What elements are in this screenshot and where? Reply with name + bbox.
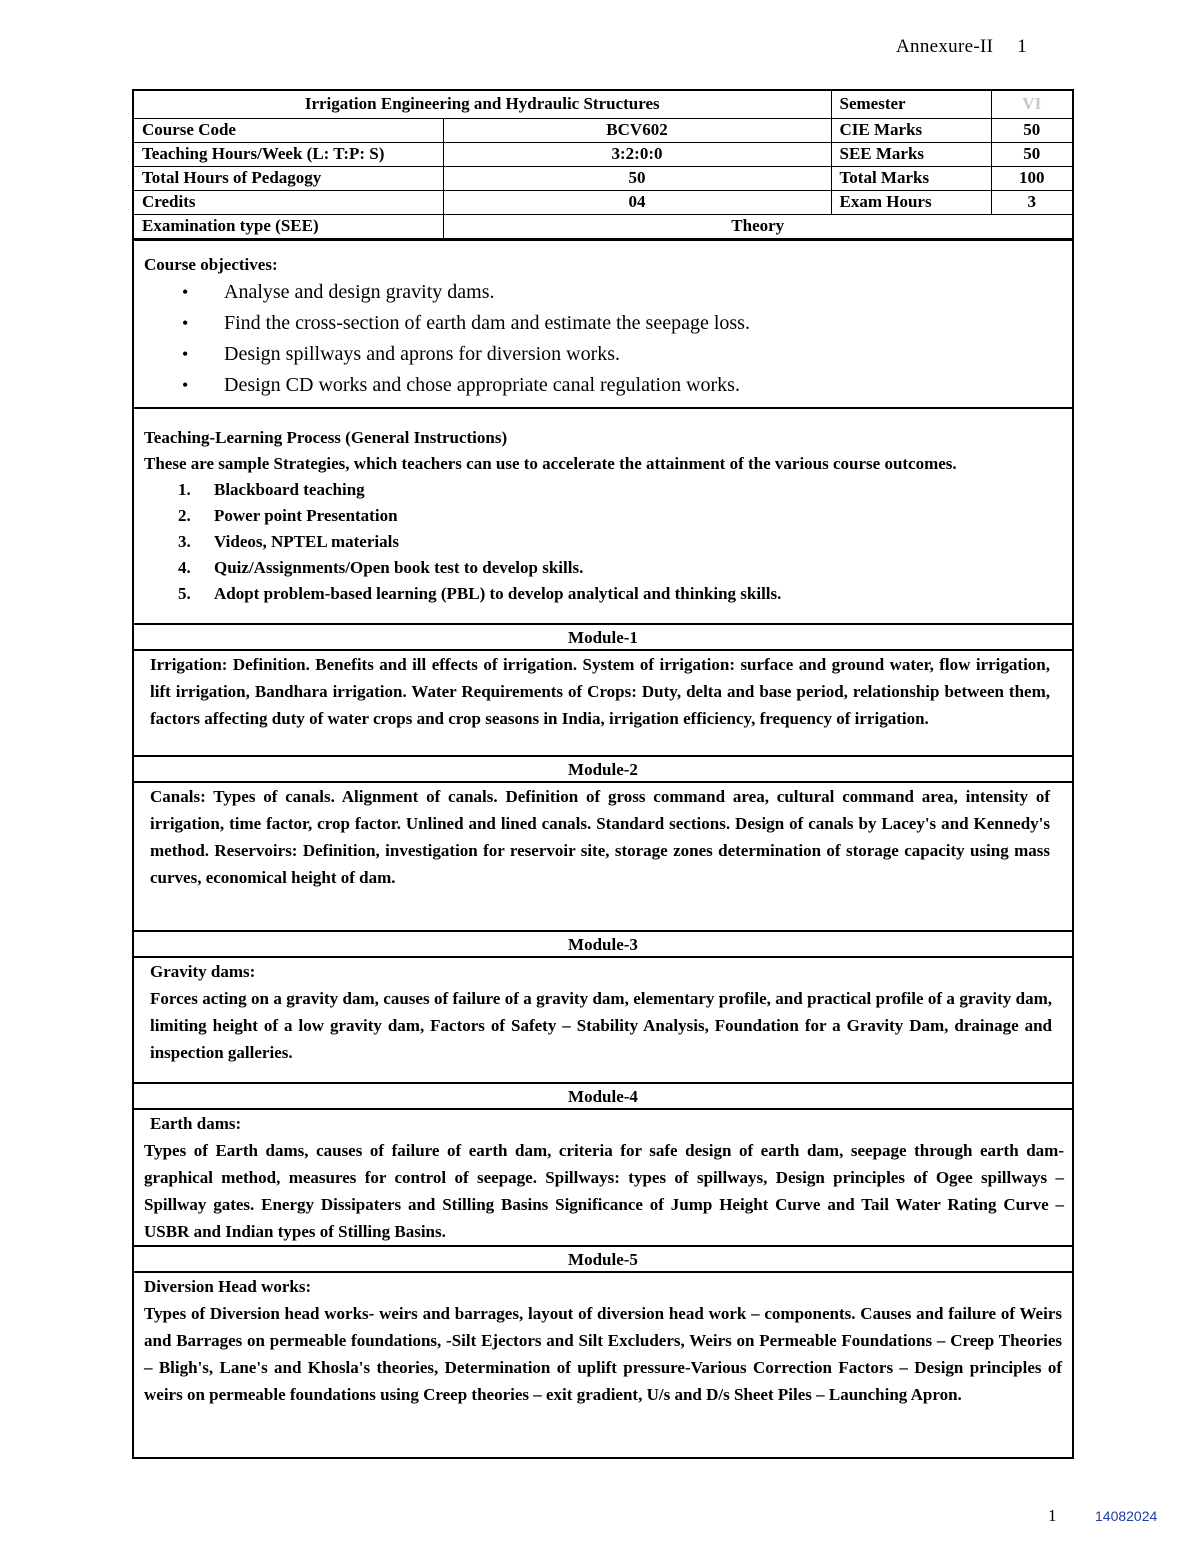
exam-type-value: Theory xyxy=(443,214,1072,238)
module-title: Module-3 xyxy=(134,932,1072,958)
table-row xyxy=(134,118,1072,142)
header-page-number: 1 xyxy=(1017,36,1028,57)
module-content: Canals: Types of canals. Alignment of canals. Definition of gross command area, cultural command area, intensity of irrigation, time factor, crop factor. Unlined and lined canals. Standard sections. Design of canals by Lacey's and Kennedy's method. Reservoirs: Definition, investigation for reservoir site, storage zones determination of storage capacity using mass curves, economical height of dam. xyxy=(150,786,1050,887)
semester-value: VI xyxy=(991,91,1072,118)
module-subheading: Earth dams: xyxy=(150,1113,242,1133)
list-text: Adopt problem-based learning (PBL) to develop analytical and thinking skills. xyxy=(214,583,782,603)
row-value: 50 xyxy=(991,142,1072,166)
list-item: • Find the cross-section of earth dam and estimate the seepage loss. xyxy=(182,308,1062,339)
objectives-list xyxy=(182,277,1062,401)
list-text: Blackboard teaching xyxy=(214,479,365,499)
date-stamp: 14082024 xyxy=(1095,1508,1158,1524)
exam-type-label: Examination type (SEE) xyxy=(134,214,443,238)
row-value: 3:2:0:0 xyxy=(443,142,831,166)
module-body xyxy=(134,1273,1072,1457)
row-label: Credits xyxy=(134,190,443,214)
row-label: Course Code xyxy=(134,118,443,142)
row-label: Exam Hours xyxy=(831,190,991,214)
list-item xyxy=(178,503,1062,529)
course-title-row xyxy=(134,91,1072,118)
row-value: 04 xyxy=(443,190,831,214)
list-text: Videos, NPTEL materials xyxy=(214,531,399,551)
tlp-list xyxy=(178,477,1062,607)
module-content: Types of Earth dams, causes of failure of earth dam, criteria for safe design of earth dam, seepage through earth dam-graphical method, measures for control of seepage. Spillways: types of spillways, Design principles of Ogee spillways – Spillway gates. Energy Dissipaters and Stilling Basins Significance of Jump Height Curve and Tail Water Rating Curve – USBR and Indian types of Stilling Basins. xyxy=(144,1140,1064,1241)
module-1 xyxy=(134,623,1072,755)
list-text: Power point Presentation xyxy=(214,505,398,525)
list-number: 1. xyxy=(178,479,191,499)
list-item: • Design CD works and chose appropriate canal regulation works. xyxy=(182,370,1062,401)
exam-type-row xyxy=(134,214,1072,238)
table-row xyxy=(134,142,1072,166)
module-subheading: Diversion Head works: xyxy=(144,1276,312,1296)
module-title: Module-2 xyxy=(134,757,1072,783)
row-value: 50 xyxy=(443,166,831,190)
tlp-description: These are sample Strategies, which teachers can use to accelerate the attainment of the various course outcomes. xyxy=(144,453,957,473)
module-body xyxy=(134,1110,1072,1245)
tlp-heading: Teaching-Learning Process (General Instructions) xyxy=(144,427,508,447)
module-4 xyxy=(134,1082,1072,1245)
module-2 xyxy=(134,755,1072,930)
list-item xyxy=(178,555,1062,581)
list-number: 2. xyxy=(178,505,191,525)
module-title: Module-1 xyxy=(134,625,1072,651)
list-item xyxy=(178,529,1062,555)
row-value: BCV602 xyxy=(443,118,831,142)
course-objectives-section xyxy=(134,239,1072,407)
row-label: Total Marks xyxy=(831,166,991,190)
row-label: Total Hours of Pedagogy xyxy=(134,166,443,190)
module-title: Module-4 xyxy=(134,1084,1072,1110)
list-item xyxy=(178,477,1062,503)
semester-label: Semester xyxy=(831,91,991,118)
list-number: 5. xyxy=(178,583,191,603)
module-content: Forces acting on a gravity dam, causes of failure of a gravity dam, elementary profile, and practical profile of a gravity dam, limiting height of a low gravity dam, Factors of Safety – Stability Analysis, Foundation for a Gravity Dam, drainage and inspection galleries. xyxy=(150,988,1052,1062)
module-content: Irrigation: Definition. Benefits and ill effects of irrigation. System of irrigation: surface and ground water, flow irrigation, lift irrigation, Bandhara irrigation. Water Requirements of Crops: Duty, delta and base period, relationship between them, factors affecting duty of water crops and crop seasons in India, irrigation efficiency, frequency of irrigation. xyxy=(150,654,1050,728)
row-label: CIE Marks xyxy=(831,118,991,142)
module-3 xyxy=(134,930,1072,1082)
table-row xyxy=(134,190,1072,214)
module-content: Types of Diversion head works- weirs and barrages, layout of diversion head work – components. Causes and failure of Weirs and Barrages on permeable foundations, -Silt Ejectors and Silt Excluders, Weirs on Permeable Foundations – Creep Theories – Bligh's, Lane's and Khosla's theories, Determination of uplift pressure-Various Correction Factors – Design principles of weirs on permeable foundations using Creep theories – exit gradient, U/s and D/s Sheet Piles – Launching Apron. xyxy=(144,1303,1062,1404)
module-5 xyxy=(134,1245,1072,1457)
list-item: • Analyse and design gravity dams. xyxy=(182,277,1062,308)
annexure-header xyxy=(896,36,1027,58)
row-value: 3 xyxy=(991,190,1072,214)
teaching-learning-section xyxy=(134,407,1072,623)
course-info-table xyxy=(134,91,1072,239)
syllabus-frame xyxy=(132,89,1074,1459)
list-number: 3. xyxy=(178,531,191,551)
row-label: SEE Marks xyxy=(831,142,991,166)
row-value: 100 xyxy=(991,166,1072,190)
table-row xyxy=(134,166,1072,190)
course-title: Irrigation Engineering and Hydraulic Structures xyxy=(134,91,831,118)
list-number: 4. xyxy=(178,557,191,577)
module-body xyxy=(134,958,1072,1082)
list-item: • Design spillways and aprons for diversion works. xyxy=(182,339,1062,370)
row-value: 50 xyxy=(991,118,1072,142)
module-subheading: Gravity dams: xyxy=(150,961,256,981)
list-text: Quiz/Assignments/Open book test to develop skills. xyxy=(214,557,584,577)
list-item xyxy=(178,581,1062,607)
row-label: Teaching Hours/Week (L: T:P: S) xyxy=(134,142,443,166)
annexure-label: Annexure-II xyxy=(896,36,994,57)
objectives-heading: Course objectives: xyxy=(144,254,278,274)
module-title: Module-5 xyxy=(134,1247,1072,1273)
footer-page-number: 1 xyxy=(1048,1506,1057,1525)
